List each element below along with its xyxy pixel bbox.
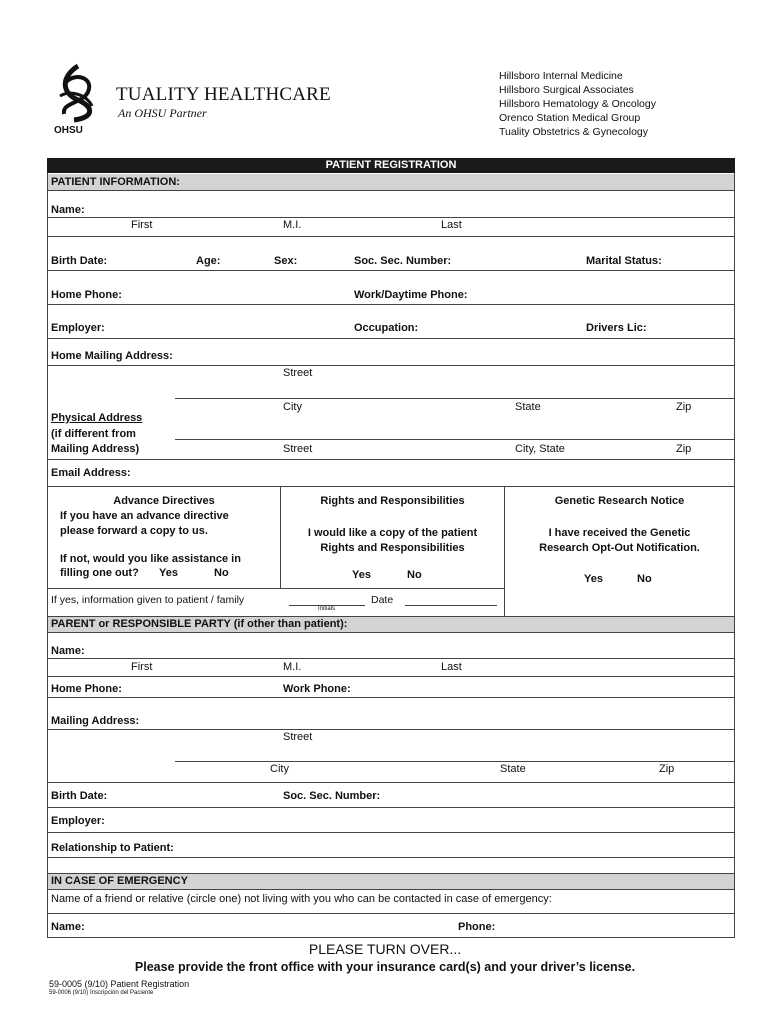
affiliate-item: Hillsboro Hematology & Oncology (499, 98, 656, 110)
rights-yes-option[interactable]: Yes (352, 569, 371, 581)
info-given-date-label: Date (371, 594, 394, 606)
parent-section-heading: PARENT or RESPONSIBLE PARTY (if other than patient): (51, 618, 348, 630)
patient-section-heading: PATIENT INFORMATION: (51, 176, 180, 188)
birth-date-label: Birth Date: (51, 255, 108, 267)
patient-name-label: Name: (51, 204, 85, 216)
form-title: PATIENT REGISTRATION (47, 158, 735, 173)
affiliate-list (499, 69, 656, 139)
state-caption: State (515, 401, 541, 413)
rights-title: Rights and Responsibilities (320, 495, 465, 507)
patient-last-caption: Last (441, 219, 462, 231)
logo-org-name: TUALITY HEALTHCARE (116, 84, 331, 105)
physical-city-state-caption: City, State (515, 443, 565, 455)
parent-mailing-label: Mailing Address: (51, 715, 140, 727)
affiliate-item: Tuality Obstetrics & Gynecology (499, 126, 648, 138)
zip-caption: Zip (676, 401, 692, 413)
emergency-section-heading: IN CASE OF EMERGENCY (51, 875, 188, 887)
parent-last-caption: Last (441, 661, 462, 673)
genetic-no-option[interactable]: No (637, 573, 652, 585)
rights-text-2: Rights and Responsibilities (320, 542, 465, 554)
physical-street-caption: Street (283, 443, 313, 455)
physical-zip-caption: Zip (676, 443, 692, 455)
email-label: Email Address: (51, 467, 131, 479)
physical-address-note: (if different from (51, 428, 136, 440)
logo (52, 62, 112, 132)
patient-mi-caption: M.I. (283, 219, 302, 231)
ssn-label: Soc. Sec. Number: (354, 255, 452, 267)
street-caption: Street (283, 367, 313, 379)
advance-directives-text-1: If you have an advance directive (60, 510, 229, 522)
parent-ssn-label: Soc. Sec. Number: (283, 790, 381, 802)
genetic-yes-option[interactable]: Yes (584, 573, 603, 585)
parent-state-caption: State (500, 763, 526, 775)
tuality-logo-icon (52, 62, 104, 124)
parent-city-caption: City (270, 763, 289, 775)
emergency-phone-label: Phone: (458, 921, 496, 933)
form-code-english: 59-0005 (9/10) Patient Registration (49, 979, 190, 989)
emergency-instruction: Name of a friend or relative (circle one) not living with you who can be contacted in case of emergency: (51, 893, 552, 905)
drivers-lic-label: Drivers Lic: (586, 322, 647, 334)
advance-no-option[interactable]: No (214, 567, 229, 579)
parent-street-caption: Street (283, 731, 313, 743)
genetic-title: Genetic Research Notice (554, 495, 685, 507)
advance-directives-text-4: filling one out? (60, 567, 139, 579)
affiliate-item: Hillsboro Internal Medicine (499, 70, 623, 82)
parent-employer-label: Employer: (51, 815, 105, 827)
genetic-text-1: I have received the Genetic (548, 527, 691, 539)
form-code-spanish: 59-0006 (9/10) Inscripción del Paciente (49, 990, 154, 996)
advance-directives-text-3: If not, would you like assistance in (60, 553, 241, 565)
marital-status-label: Marital Status: (586, 255, 662, 267)
parent-mi-caption: M.I. (283, 661, 302, 673)
info-given-text: If yes, information given to patient / family (51, 594, 245, 606)
home-mailing-label: Home Mailing Address: (51, 350, 173, 362)
parent-name-label: Name: (51, 645, 85, 657)
home-phone-label: Home Phone: (51, 289, 122, 301)
parent-zip-caption: Zip (659, 763, 675, 775)
logo-tagline: An OHSU Partner (118, 106, 207, 120)
physical-address-note-2: Mailing Address) (51, 443, 140, 455)
genetic-text-2: Research Opt-Out Notification. (539, 542, 700, 554)
relationship-label: Relationship to Patient: (51, 842, 174, 854)
date-field[interactable] (405, 605, 497, 606)
physical-address-label: Physical Address (51, 412, 143, 424)
city-caption: City (283, 401, 302, 413)
provide-notice: Please provide the front office with your insurance card(s) and your driver’s license. (134, 960, 636, 974)
rights-text-1: I would like a copy of the patient (307, 527, 478, 539)
initials-caption: Initials (318, 606, 336, 612)
advance-yes-option[interactable]: Yes (159, 567, 178, 579)
emergency-name-label: Name: (51, 921, 85, 933)
affiliate-item: Orenco Station Medical Group (499, 112, 641, 124)
occupation-label: Occupation: (354, 322, 419, 334)
logo-badge: OHSU (54, 125, 83, 136)
sex-label: Sex: (274, 255, 298, 267)
employer-label: Employer: (51, 322, 105, 334)
rights-no-option[interactable]: No (407, 569, 422, 581)
turn-over-notice: PLEASE TURN OVER... (308, 941, 462, 957)
age-label: Age: (196, 255, 221, 267)
work-phone-label: Work/Daytime Phone: (354, 289, 468, 301)
parent-birth-date-label: Birth Date: (51, 790, 108, 802)
advance-directives-text-2: please forward a copy to us. (60, 525, 208, 537)
parent-home-phone-label: Home Phone: (51, 683, 122, 695)
patient-first-caption: First (131, 219, 153, 231)
affiliate-item: Hillsboro Surgical Associates (499, 84, 634, 96)
parent-first-caption: First (131, 661, 153, 673)
advance-directives-title: Advance Directives (113, 495, 215, 507)
parent-work-phone-label: Work Phone: (283, 683, 351, 695)
